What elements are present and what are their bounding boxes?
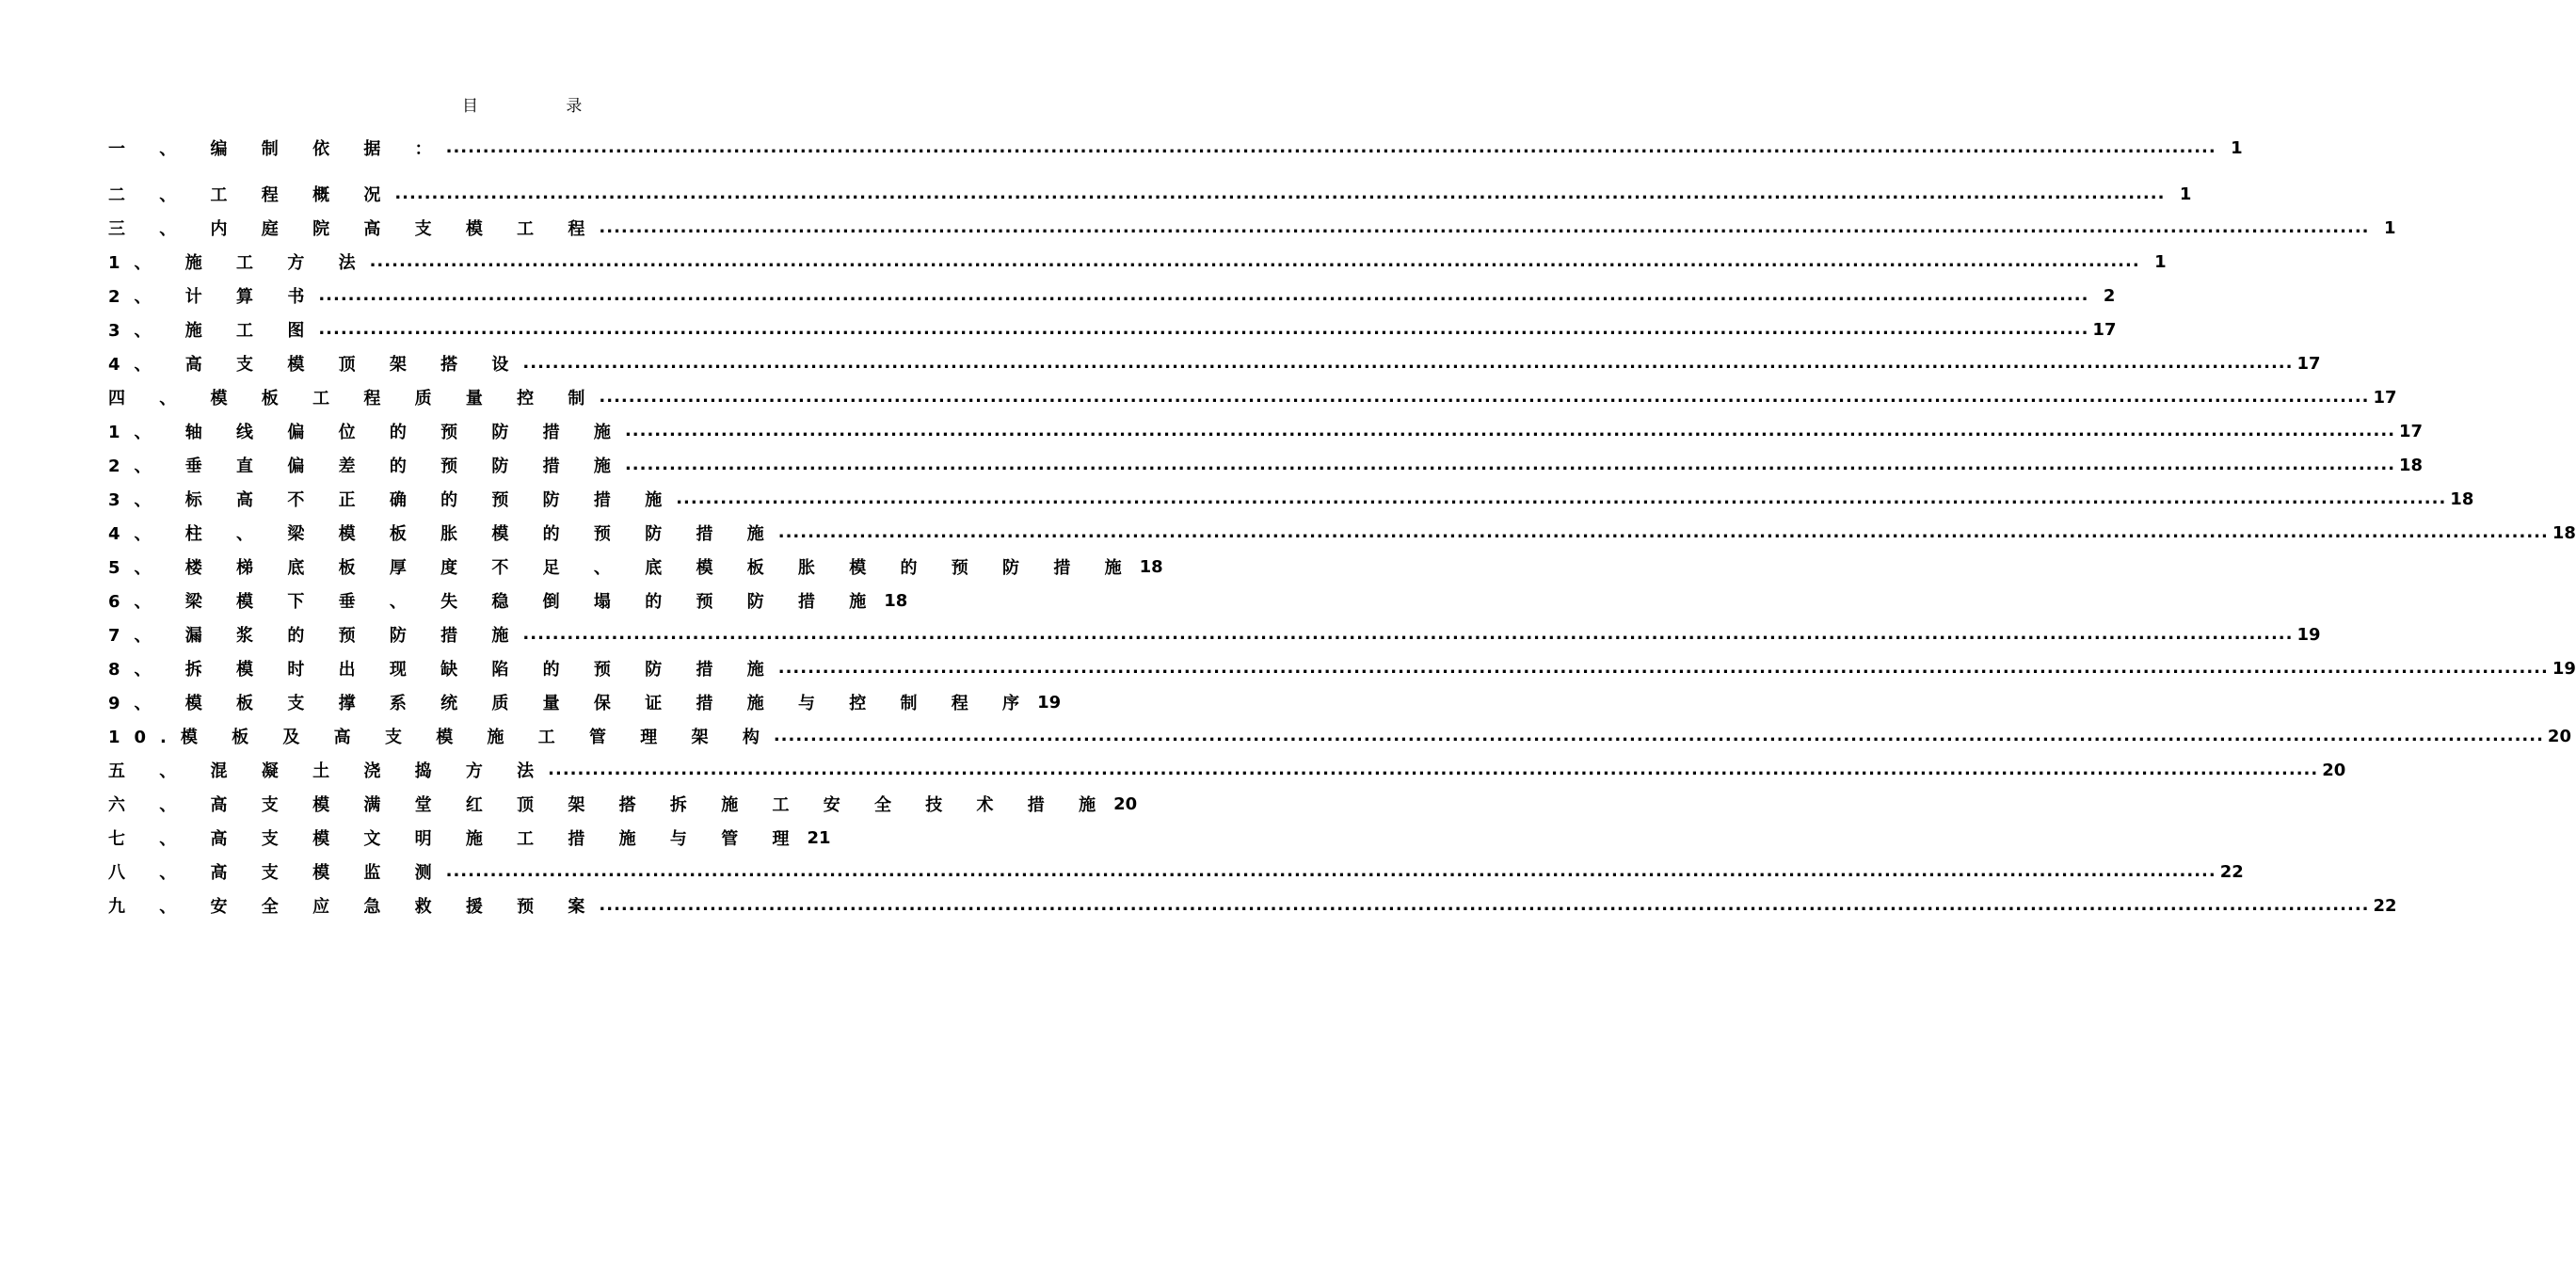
dot-leader [446, 860, 2216, 883]
dot-leader [522, 623, 2293, 646]
dot-leader [446, 136, 2216, 159]
toc-entry-label: 8、 拆 模 时 出 现 缺 陷 的 预 防 措 施 [108, 660, 778, 680]
toc-entry-1[interactable] [108, 134, 2243, 162]
toc-entry-3[interactable] [108, 214, 2396, 242]
toc-entry-page: 1 [2231, 137, 2243, 158]
toc-entry-20[interactable] [108, 790, 1138, 818]
toc-entry-label: 2、 计 算 书 [108, 287, 319, 307]
toc-entry-21[interactable] [108, 824, 831, 852]
toc-entry-page: 22 [2219, 861, 2244, 882]
dot-leader [676, 488, 2446, 510]
toc-entry-page: 17 [2399, 421, 2424, 441]
toc-entry-label: 3、 标 高 不 正 确 的 预 防 措 施 [108, 490, 677, 510]
toc-entry-label: 一 、 编 制 依 据 ： [108, 139, 446, 159]
toc-entry-label: 七 、 高 支 模 文 明 施 工 措 施 与 管 理 [108, 829, 804, 849]
toc-entry-label: 4、 柱 、 梁 模 板 胀 模 的 预 防 措 施 [108, 524, 778, 544]
toc-entry-page: 1 [2154, 251, 2167, 272]
toc-entry-15[interactable] [108, 620, 2321, 649]
toc-entry-10[interactable] [108, 451, 2424, 479]
toc-entry-page: 22 [2373, 895, 2397, 916]
toc-entry-page: 17 [2373, 387, 2397, 408]
dot-leader [778, 657, 2549, 680]
toc-entry-17[interactable] [108, 688, 1062, 716]
toc-entry-label: 五 、 混 凝 土 浇 捣 方 法 [108, 761, 549, 781]
toc-entry-label: 1、 轴 线 偏 位 的 预 防 措 施 [108, 423, 625, 442]
dot-leader [394, 183, 2165, 205]
toc-entry-16[interactable] [108, 654, 2576, 682]
dot-leader [522, 352, 2293, 375]
toc-entry-13[interactable] [108, 552, 1163, 581]
toc-entry-18[interactable] [108, 722, 2571, 750]
toc-entry-page: 19 [2296, 624, 2321, 645]
toc-entry-6[interactable] [108, 315, 2117, 344]
dot-leader [625, 454, 2395, 476]
toc-entry-label: 1、 施 工 方 法 [108, 253, 370, 273]
toc-entry-label: 6、 梁 模 下 垂 、 失 稳 倒 塌 的 预 防 措 施 [108, 592, 881, 612]
toc-title: 目 录 [462, 97, 624, 116]
toc-entry-label: 4、 高 支 模 顶 架 搭 设 [108, 355, 523, 375]
toc-entry-label: 9、 模 板 支 撑 系 统 质 量 保 证 措 施 与 控 制 程 序 [108, 694, 1034, 713]
toc-entry-page: 17 [2092, 319, 2117, 340]
toc-entry-11[interactable] [108, 485, 2474, 513]
dot-leader [778, 521, 2549, 544]
dot-leader [548, 759, 2318, 781]
toc-entry-page: 1 [2179, 184, 2192, 204]
toc-entry-label: 三 、 内 庭 院 高 支 模 工 程 [108, 219, 600, 239]
dot-leader [318, 318, 2088, 341]
toc-entry-label: 八 、 高 支 模 监 测 [108, 863, 446, 883]
toc-entry-label: 二 、 工 程 概 况 [108, 185, 395, 205]
toc-entry-page: 18 [2552, 522, 2576, 543]
dot-leader [599, 894, 2369, 917]
toc-entry-page: 21 [807, 827, 831, 848]
toc-entry-7[interactable] [108, 349, 2321, 377]
dot-leader [774, 725, 2544, 747]
toc-entry-page: 18 [2450, 488, 2474, 509]
toc-entry-label: 5、 楼 梯 底 板 厚 度 不 足 、 底 模 板 胀 模 的 预 防 措 施 [108, 558, 1136, 578]
toc-entry-5[interactable] [108, 281, 2116, 310]
toc-entry-page: 1 [2383, 217, 2396, 238]
toc-entry-4[interactable] [108, 248, 2167, 276]
toc-entry-12[interactable] [108, 519, 2576, 547]
toc-entry-label: 2、 垂 直 偏 差 的 预 防 措 施 [108, 456, 625, 476]
toc-entry-label: 六 、 高 支 模 满 堂 红 顶 架 搭 拆 施 工 安 全 技 术 措 施 [108, 795, 1111, 815]
toc-entry-9[interactable] [108, 417, 2424, 445]
toc-entry-14[interactable] [108, 586, 908, 615]
toc-entry-page: 18 [2399, 455, 2424, 475]
dot-leader [599, 386, 2369, 408]
toc-entry-19[interactable] [108, 756, 2346, 784]
toc-entry-page: 2 [2103, 285, 2116, 306]
dot-leader [370, 250, 2140, 273]
dot-leader [599, 216, 2369, 239]
toc-entry-22[interactable] [108, 857, 2244, 886]
dot-leader [318, 284, 2088, 307]
toc-entry-label: 3、 施 工 图 [108, 321, 319, 341]
toc-entry-label: 四 、 模 板 工 程 质 量 控 制 [108, 389, 600, 408]
toc-entry-page: 20 [2547, 726, 2571, 746]
dot-leader [625, 420, 2395, 442]
toc-entry-page: 18 [884, 590, 908, 611]
toc-entry-page: 20 [2322, 760, 2346, 780]
toc-entry-page: 17 [2296, 353, 2321, 374]
toc-entry-label: 九 、 安 全 应 急 救 援 预 案 [108, 897, 600, 917]
toc-entry-page: 19 [1037, 692, 1062, 713]
toc-entry-label: 10.模 板 及 高 支 模 施 工 管 理 架 构 [108, 728, 774, 747]
toc-entry-label: 7、 漏 浆 的 预 防 措 施 [108, 626, 523, 646]
toc-entry-page: 19 [2552, 658, 2576, 679]
toc-entry-8[interactable] [108, 383, 2397, 411]
toc-entry-2[interactable] [108, 180, 2192, 208]
toc-entry-23[interactable] [108, 891, 2397, 920]
toc-entry-page: 18 [1139, 556, 1163, 577]
toc-entry-page: 20 [1113, 793, 1138, 814]
